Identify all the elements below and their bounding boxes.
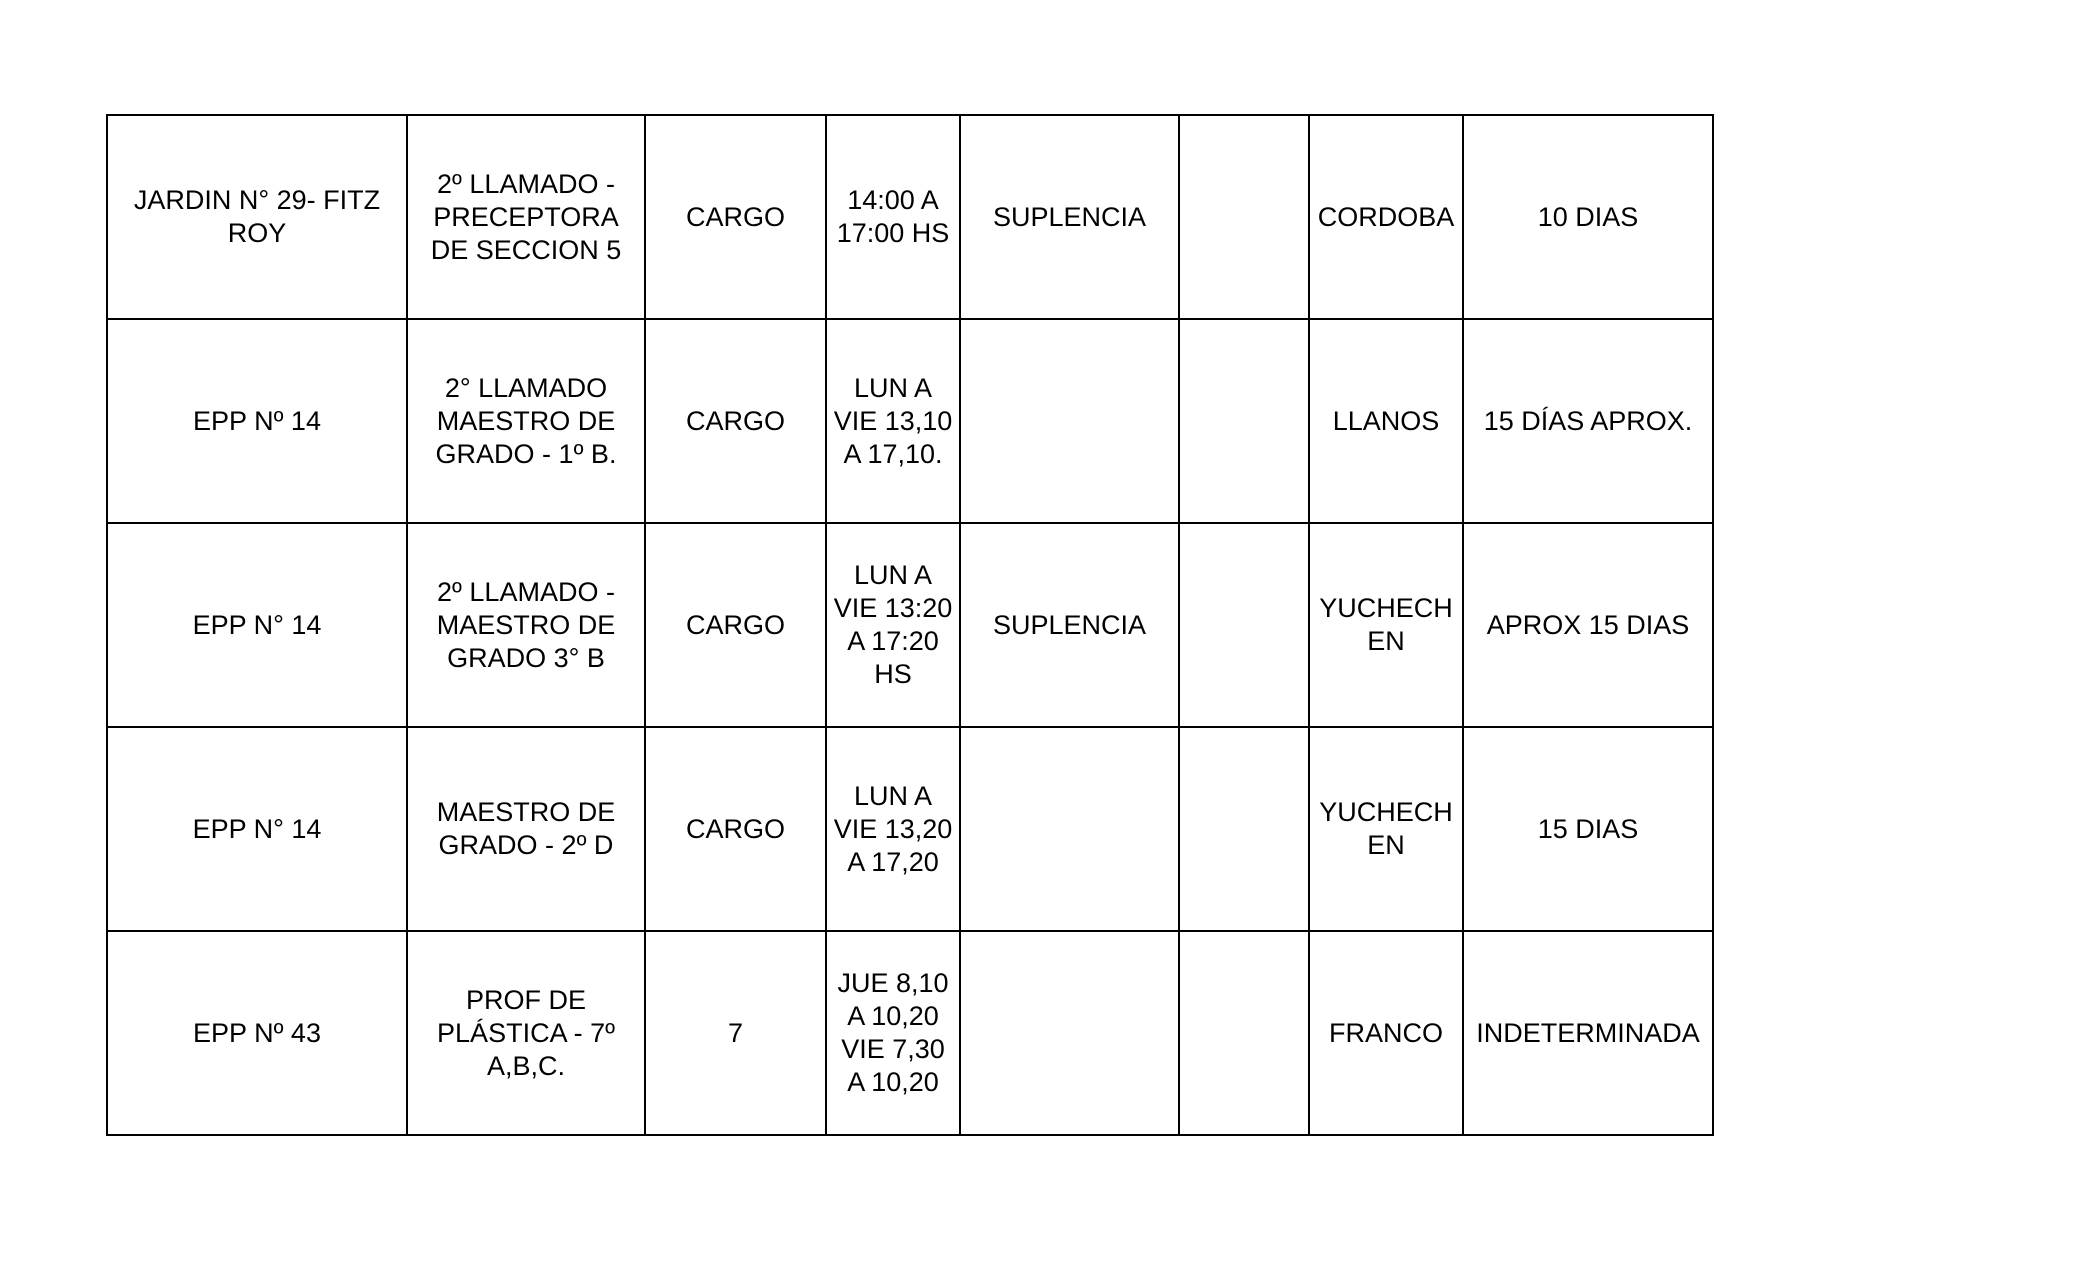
cell-text-line: A 17,10. xyxy=(843,438,943,469)
extra-cell xyxy=(1179,523,1309,727)
cell-text-line: 2º LLAMADO - xyxy=(437,168,615,199)
holder-cell xyxy=(1309,319,1463,523)
situation-cell xyxy=(960,319,1179,523)
cell-text-line: 10 DIAS xyxy=(1537,201,1639,232)
school-cell xyxy=(107,319,407,523)
cell-text-line: EPP Nº 14 xyxy=(193,405,321,436)
duration-cell xyxy=(1463,115,1713,319)
extra-cell xyxy=(1179,115,1309,319)
cell-text-line: 2º LLAMADO - xyxy=(437,576,615,607)
schedule-cell xyxy=(826,115,960,319)
cell-text-line: HS xyxy=(874,659,912,689)
cell-text-line: GRADO 3° B xyxy=(447,642,605,673)
cell-text-line: SUPLENCIA xyxy=(992,609,1147,640)
table-row xyxy=(107,727,1713,931)
cell-text-line: 15 DÍAS APROX. xyxy=(1483,405,1693,436)
cell-text-line: EPP N° 14 xyxy=(192,609,322,640)
cell-text-line: LLANOS xyxy=(1332,405,1440,436)
cell-text-line: EPP N° 14 xyxy=(192,813,322,844)
vacancy-table-body xyxy=(107,115,1713,1135)
cell-text-line: JARDIN N° 29- FITZ xyxy=(133,185,381,215)
cell-text-line: SUPLENCIA xyxy=(992,201,1147,232)
cell-text-line: GRADO - 1º B. xyxy=(435,438,617,469)
position-cell xyxy=(407,727,645,931)
cell-text-line: DE SECCION 5 xyxy=(430,234,622,265)
cell-text-line: LUN A xyxy=(853,780,933,811)
schedule-cell xyxy=(826,319,960,523)
extra-cell xyxy=(1179,931,1309,1135)
situation-cell xyxy=(960,523,1179,727)
cell-text-line: CORDOBA xyxy=(1317,201,1455,232)
cell-text-line: A 10,20 xyxy=(847,1067,939,1097)
situation-cell xyxy=(960,727,1179,931)
table-row xyxy=(107,523,1713,727)
cell-text-line: INDETERMINADA xyxy=(1476,1017,1700,1048)
position-cell xyxy=(407,319,645,523)
cell-text-line: YUCHECH xyxy=(1319,593,1453,623)
extra-cell xyxy=(1179,319,1309,523)
cell-text-line: LUN A xyxy=(853,372,933,403)
cell-text-line: FRANCO xyxy=(1329,1017,1443,1048)
school-cell xyxy=(107,931,407,1135)
cell-text-line: PRECEPTORA xyxy=(433,201,619,232)
cell-text-line: 7 xyxy=(727,1017,744,1048)
vacancy-table xyxy=(106,114,1714,1136)
cell-text-line: EN xyxy=(1367,626,1405,656)
cell-text-line: 17:00 HS xyxy=(836,218,950,248)
type-cell xyxy=(645,115,826,319)
duration-cell xyxy=(1463,727,1713,931)
holder-cell xyxy=(1309,727,1463,931)
table-row xyxy=(107,319,1713,523)
cell-text-line: CARGO xyxy=(685,609,785,640)
holder-cell xyxy=(1309,931,1463,1135)
cell-text-line: A,B,C. xyxy=(486,1050,566,1081)
cell-text-line: VIE 13:20 xyxy=(833,593,953,623)
cell-text-line: MAESTRO DE xyxy=(436,405,616,436)
type-cell xyxy=(645,319,826,523)
cell-text-line: VIE 13,20 xyxy=(833,813,953,844)
cell-text-line: 2° LLAMADO xyxy=(444,372,608,403)
cell-text-line: YUCHECH xyxy=(1319,797,1453,827)
table-row xyxy=(107,115,1713,319)
cell-text-line: CARGO xyxy=(685,405,785,436)
extra-cell xyxy=(1179,727,1309,931)
cell-text-line: EPP Nº 43 xyxy=(193,1017,321,1048)
cell-text-line: MAESTRO DE xyxy=(436,797,616,827)
cell-text-line: ROY xyxy=(227,218,287,248)
holder-cell xyxy=(1309,115,1463,319)
school-cell xyxy=(107,115,407,319)
cell-text-line: EN xyxy=(1367,830,1405,860)
cell-text-line: APROX 15 DIAS xyxy=(1486,609,1690,640)
schedule-cell xyxy=(826,727,960,931)
cell-text-line: LUN A xyxy=(853,560,933,590)
type-cell xyxy=(645,523,826,727)
school-cell xyxy=(107,727,407,931)
cell-text-line: CARGO xyxy=(685,201,785,232)
type-cell xyxy=(645,931,826,1135)
cell-text-line: JUE 8,10 xyxy=(837,968,949,998)
cell-text-line: A 17,20 xyxy=(847,846,939,877)
holder-cell xyxy=(1309,523,1463,727)
cell-text-line: MAESTRO DE xyxy=(436,609,616,640)
cell-text-line: VIE 7,30 xyxy=(841,1034,945,1064)
cell-text-line: A 10,20 xyxy=(847,1001,939,1031)
position-cell xyxy=(407,523,645,727)
position-cell xyxy=(407,931,645,1135)
cell-text-line: VIE 13,10 xyxy=(833,405,953,436)
cell-text-line: PLÁSTICA - 7º xyxy=(437,1017,615,1048)
cell-text-line: 15 DIAS xyxy=(1537,813,1639,844)
school-cell xyxy=(107,523,407,727)
cell-text-line: GRADO - 2º D xyxy=(438,830,614,860)
duration-cell xyxy=(1463,319,1713,523)
duration-cell xyxy=(1463,523,1713,727)
schedule-cell xyxy=(826,931,960,1135)
schedule-cell xyxy=(826,523,960,727)
table-row xyxy=(107,931,1713,1135)
cell-text-line: PROF DE xyxy=(465,984,586,1015)
situation-cell xyxy=(960,115,1179,319)
cell-text-line: 14:00 A xyxy=(847,185,939,215)
cell-text-line: A 17:20 xyxy=(847,626,939,656)
situation-cell xyxy=(960,931,1179,1135)
position-cell xyxy=(407,115,645,319)
cell-text-line: CARGO xyxy=(685,813,785,844)
duration-cell xyxy=(1463,931,1713,1135)
type-cell xyxy=(645,727,826,931)
